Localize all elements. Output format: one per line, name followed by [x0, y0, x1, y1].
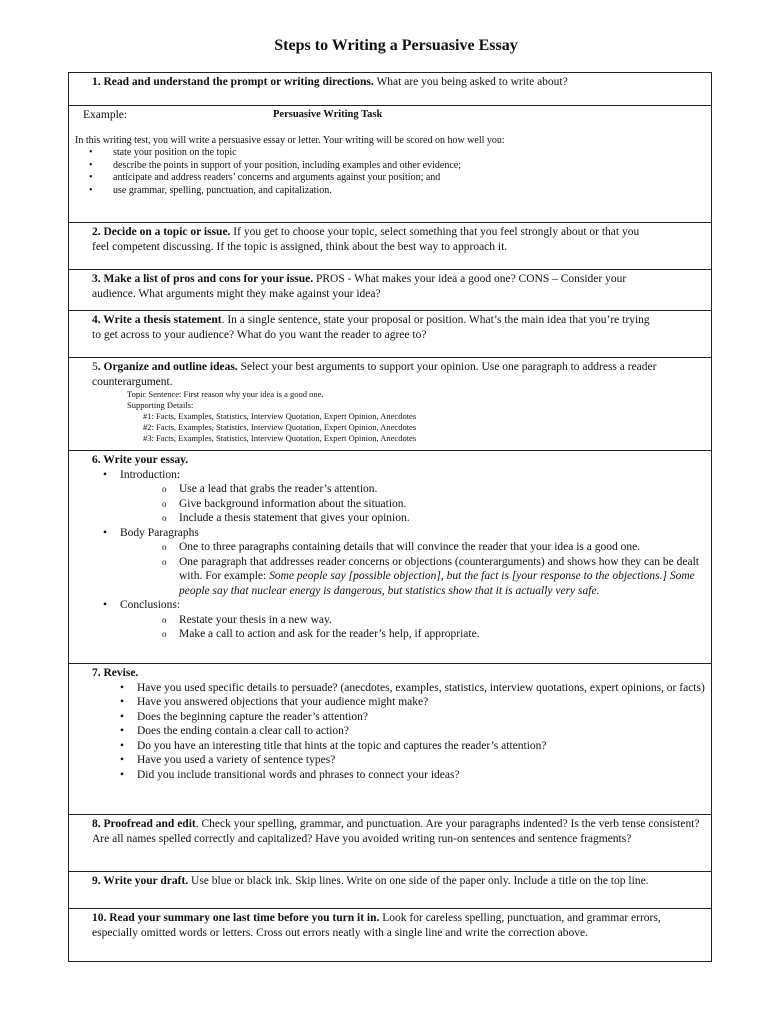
list-item: • Body Paragraphs o One to three paragraphs containing details that will convince the reader that your idea is a good one. o One paragraph that addresses reader concerns or objections (counterarguments) and shows how they can be dealt with. For example: Some people say [possible objection], but the fact is [your response to the objections.] Some people say that nuclear energy is dangerous, but statistics show that it is actually very safe. — [75, 526, 705, 599]
list-item-text: Give background information about the situation. — [179, 497, 407, 510]
list-item: o Make a call to action and ask for the reader’s help, if appropriate. — [162, 628, 480, 640]
step-5-cell — [69, 358, 712, 451]
outline-detail-1: #1: Facts, Examples, Statistics, Interview Quotation, Expert Opinion, Anecdotes — [143, 411, 417, 421]
step-5-number: 5 — [92, 361, 98, 373]
list-item: • use grammar, spelling, punctuation, and capitalization. — [75, 185, 705, 198]
step-7-heading: 7. Revise. — [92, 667, 139, 679]
step-10-text: Look for careless spelling, punctuation, and grammar errors, especially omitted words or letters. Cross out errors neatly with a single line and write the correction above. — [92, 912, 661, 939]
step-5-row — [69, 358, 712, 451]
step-2-heading: 2. Decide on a topic or issue. — [92, 226, 231, 238]
step-4-heading: 4. Write a thesis statement — [92, 314, 222, 326]
step-2-cell — [69, 223, 712, 270]
step-8-cell — [69, 815, 712, 872]
list-item: o Give background information about the situation. — [162, 497, 407, 510]
step-8-text: . Check your spelling, grammar, and punctuation. Are your paragraphs indented? Is the verb tense consistent? Are all names spelled correctly and capitalized? Have you avoided writing run-on sentences and sentence fragments? — [92, 818, 700, 845]
list-item-text: One paragraph that addresses reader concerns or objections (counterarguments) and shows how they can be dealt with. For example: — [179, 555, 699, 582]
list-item: • Does the beginning capture the reader’s attention? — [120, 710, 368, 723]
outline-topic: Topic Sentence: First reason why your idea is a good one. — [127, 389, 324, 399]
list-item-text: Have you used a variety of sentence types? — [137, 754, 336, 766]
list-item: o Restate your thesis in a new way. — [162, 613, 332, 626]
step-7-cell — [69, 664, 712, 815]
step-2-text-2: feel competent discussing. If the topic is assigned, think about the best way to approach it. — [92, 240, 508, 253]
list-item: • Have you used a variety of sentence types? — [120, 754, 336, 766]
step-3-text: PROS - What makes your idea a good one? CONS – Consider your — [313, 273, 627, 285]
page-title: Steps to Writing a Persuasive Essay — [274, 37, 518, 54]
step-7-row — [69, 664, 712, 815]
list-item: • Introduction: o Use a lead that grabs the reader’s attention. o Give background information about the situation. o Include a thesis statement that gives your opinion. — [75, 468, 705, 526]
step-9-heading: 9. Write your draft. — [92, 875, 189, 887]
list-item: • Do you have an interesting title that hints at the topic and captures the reader’s attention? — [120, 739, 547, 752]
step-2-row — [69, 223, 712, 270]
step-3-heading: 3. Make a list of pros and cons for your issue. — [92, 273, 314, 285]
list-item-text: Make a call to action and ask for the reader’s help, if appropriate. — [179, 628, 480, 640]
step-9-cell — [69, 872, 712, 909]
conclusions-list — [120, 613, 705, 642]
step-10-row — [69, 909, 712, 962]
list-item: • Did you include transitional words and phrases to connect your ideas? — [120, 768, 460, 781]
example-intro: In this writing test, you will write a persuasive essay or letter. Your writing will be scored on how well you: — [75, 134, 505, 146]
list-item: • Have you answered objections that your audience might make? — [120, 696, 429, 708]
step-6-row — [69, 451, 712, 664]
step-8-row — [69, 815, 712, 872]
example-label: Example: — [83, 109, 128, 121]
list-item: • state your position on the topic — [75, 147, 705, 160]
example-task-title: Persuasive Writing Task — [273, 109, 383, 120]
step-2-text: If you get to choose your topic, select something that you feel strongly about or that you — [230, 226, 640, 238]
step-3-cell — [69, 270, 712, 311]
list-item: • anticipate and address readers’ concerns and arguments against your position; and — [75, 172, 705, 185]
intro-list — [120, 482, 705, 526]
step-6-heading: 6. Write your essay. — [92, 454, 189, 466]
steps-table — [68, 72, 712, 962]
step-3-row — [69, 270, 712, 311]
list-item-text: One to three paragraphs containing details that will convince the reader that your idea is a good one. — [179, 541, 641, 553]
body-list — [120, 540, 705, 598]
step-4-text-2: to get across to your audience? What do you want the reader to agree to? — [92, 328, 427, 341]
revise-list — [75, 681, 705, 783]
step-6-cell — [69, 451, 712, 664]
step-4-row — [69, 311, 712, 358]
list-item: • Does the ending contain a clear call to action? — [120, 725, 350, 737]
example-cell — [69, 106, 712, 223]
body-label: Body Paragraphs — [120, 526, 199, 539]
example-list — [75, 147, 705, 197]
step-9-row — [69, 872, 712, 909]
list-item-text: Use a lead that grabs the reader’s attention. — [179, 483, 378, 495]
step-4-text: . In a single sentence, state your proposal or position. What’s the main idea that you’re trying — [221, 314, 650, 326]
list-item: • Conclusions: o Restate your thesis in a new way. o Make a call to action and ask for the reader’s help, if appropriate. — [75, 598, 705, 642]
list-item: • Have you used specific details to persuade? (anecdotes, examples, statistics, interview quotations, expert opinions, or facts) — [120, 681, 705, 694]
step-10-cell — [69, 909, 712, 962]
step-9-text: Use blue or black ink. Skip lines. Write on one side of the paper only. Include a title on the top line. — [188, 875, 649, 887]
step-5-text: Select your best arguments to support your opinion. Use one paragraph to address a reader — [237, 361, 657, 373]
list-item-text: Did you include transitional words and phrases to connect your ideas? — [137, 768, 460, 781]
list-item-text: Does the ending contain a clear call to action? — [137, 725, 350, 737]
step-1-text: What are you being asked to write about? — [373, 76, 568, 88]
example-row — [69, 106, 712, 223]
step-4-cell — [69, 311, 712, 358]
step-5-heading: . Organize and outline ideas. — [97, 361, 238, 373]
list-item-text: Do you have an interesting title that hints at the topic and captures the reader’s attention? — [137, 739, 547, 752]
essay-sections — [75, 468, 705, 642]
list-item-text: Have you answered objections that your audience might make? — [137, 696, 429, 708]
step-1-cell — [69, 73, 712, 106]
list-item-text: Does the beginning capture the reader’s attention? — [137, 710, 368, 723]
example-objection-text: Some people say [possible objection], but the fact is [your response to the objections.] Some people say that nuclear energy is dangerous, but statistics show that it is actually very safe. — [179, 570, 695, 597]
list-item: o Include a thesis statement that gives your opinion. — [162, 512, 410, 524]
outline-supporting: Supporting Details: — [127, 400, 194, 410]
intro-label: Introduction: — [120, 468, 181, 481]
step-5-text-2: counterargument. — [92, 375, 173, 388]
list-item: o One paragraph that addresses reader concerns or objections (counterarguments) and shows how they can be dealt with. For example: Some people say [possible objection], but the fact is [your response to the objections.] Some people say that nuclear energy is dangerous, but statistics show that it is actually very safe. — [162, 555, 699, 597]
list-item: o One to three paragraphs containing details that will convince the reader that your idea is a good one. — [162, 541, 641, 553]
step-1-row — [69, 73, 712, 106]
list-item: • describe the points in support of your position, including examples and other evidence; — [75, 160, 705, 173]
step-3-text-2: audience. What arguments might they make against your idea? — [92, 287, 381, 300]
conclusions-label: Conclusions: — [120, 599, 181, 611]
example-header — [75, 108, 705, 123]
step-1-heading: 1. Read and understand the prompt or writing directions. — [92, 76, 374, 88]
outline-detail-3: #3: Facts, Examples, Statistics, Interview Quotation, Expert Opinion, Anecdotes — [143, 433, 417, 443]
list-item-text: Restate your thesis in a new way. — [179, 613, 332, 626]
outline-detail-2: #2: Facts, Examples, Statistics, Interview Quotation, Expert Opinion, Anecdotes — [143, 422, 417, 432]
list-item: o Use a lead that grabs the reader’s attention. — [162, 483, 378, 495]
step-8-heading: 8. Proofread and edit — [92, 818, 196, 830]
step-10-heading: 10. Read your summary one last time before you turn it in. — [92, 912, 380, 924]
list-item-text: Include a thesis statement that gives your opinion. — [179, 512, 410, 524]
list-item-text: Have you used specific details to persuade? (anecdotes, examples, statistics, interview quotations, expert opinions, or facts) — [137, 681, 705, 694]
